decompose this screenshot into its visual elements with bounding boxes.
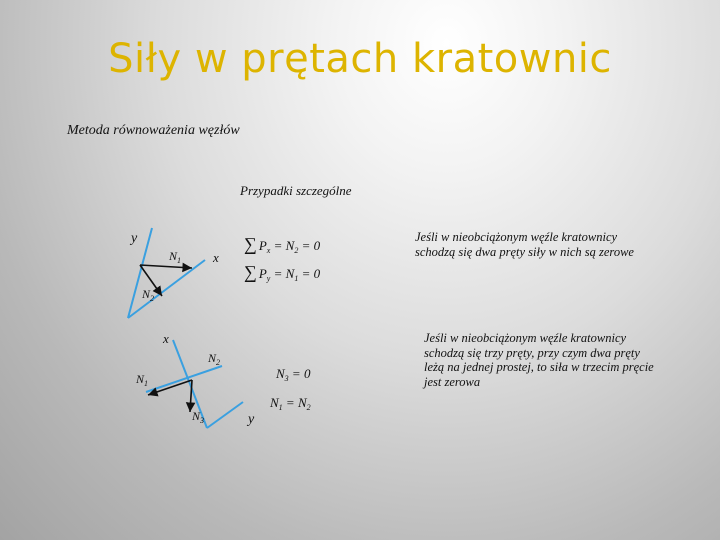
case2-diagram bbox=[135, 331, 311, 428]
case1-eq-2: ∑ $P_y = N_1 = 0$ bbox=[244, 262, 321, 283]
case1-n2-label: $N_2$ bbox=[142, 287, 155, 303]
case2-n2-label: $N_2$ bbox=[208, 351, 221, 367]
case1-y-label: y bbox=[131, 231, 138, 246]
slide-title: Siły w prętach kratownic bbox=[108, 36, 612, 82]
case2-y-label: y bbox=[248, 412, 255, 427]
case2-eq-2: $N_1 = N_2$ bbox=[270, 395, 311, 412]
section-heading: Przypadki szczególne bbox=[240, 183, 352, 198]
case2-note: Jeśli w nieobciążonym węźle kratownicy schodzą się trzy pręty, przy czym dwa pręty leżą na jednej prostej, to siła w trzecim pręcie jest zerowa bbox=[424, 331, 654, 389]
case2-eq-1: $N_3 = 0$ bbox=[276, 366, 311, 383]
case2-force-n1 bbox=[148, 380, 192, 395]
case2-x-label: x bbox=[163, 331, 169, 346]
case1-diagram bbox=[128, 228, 321, 318]
subtitle: Metoda równoważenia węzłów bbox=[67, 123, 240, 138]
case1-bar-b bbox=[128, 260, 205, 318]
case1-note: Jeśli w nieobciążonym węźle kratownicy schodzą się dwa pręty siły w nich są zerowe bbox=[415, 230, 634, 259]
case1-eq-1: ∑ $P_x = N_2 = 0$ bbox=[244, 234, 321, 255]
case1-x-label: x bbox=[213, 250, 219, 265]
case1-n1-label: $N_1$ bbox=[169, 249, 182, 265]
case1-force-n1 bbox=[140, 265, 192, 268]
case2-n3-label: $N_3$ bbox=[192, 409, 205, 425]
case2-n1-label: $N_1$ bbox=[136, 372, 149, 388]
case2-bar-third bbox=[207, 402, 243, 428]
